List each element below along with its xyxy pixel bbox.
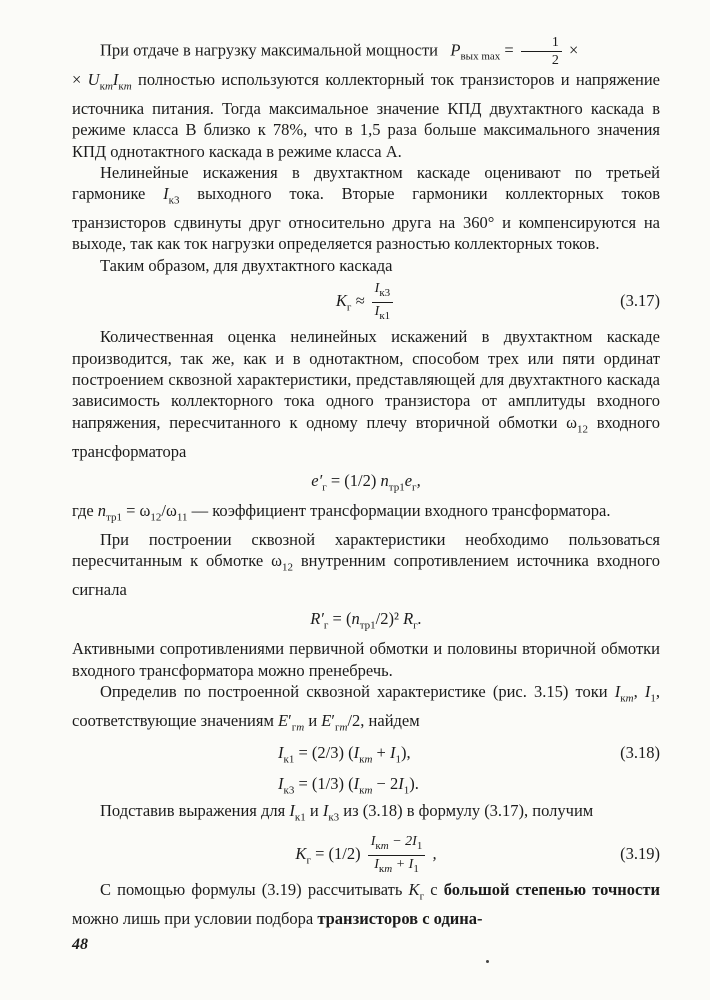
paragraph-6: При построении сквозной характеристики необходимо пользоваться пересчитанным к обмотке $\omega_{12}$ внутренним сопротивлением источника входного сигнала xyxy=(72,529,660,599)
equation-3-18a: $I_{к1} = (2/3) (I_{кm} + I_1)$, (3.18) xyxy=(72,738,660,768)
equation-number: (3.17) xyxy=(620,291,660,311)
equation-3-19: $K_г = (1/2)$ $\frac{I_{кm} - 2I_1}{I_{кm} + I_1}$ , (3.19) xyxy=(72,829,660,879)
equation-3-17: $K_г$ ≈ $\frac{I_{к3}}{I_{к1}}$ (3.17) xyxy=(72,276,660,326)
document-page xyxy=(72,34,660,929)
page-number: 48 xyxy=(72,936,88,953)
equation-number: (3.18) xyxy=(620,743,660,763)
equation-rg: $R'_г = (n_{тр1}/2)^2$ $R_г$. xyxy=(310,609,422,632)
scan-speck xyxy=(486,960,489,963)
paragraph-3: Таким образом, для двухтактного каскада xyxy=(100,255,393,275)
paragraph-2: Нелинейные искажения в двухтактном каскаде оценивают по третьей гармонике $I_{к3}$ выходного тока. Вторые гармоники коллекторных токов транзисторов сдвинуты друг относительно друга на 360° и компенсируются на выходе, так как ток нагрузки определяется разностью коллекторных токов. xyxy=(72,162,660,254)
paragraph-10: С помощью формулы (3.19) рассчитывать $K_г$ с большой степенью точности можно лишь при условии подбора транзисторов с одина- xyxy=(72,880,660,928)
paragraph-9: Подставив выражения для $I_{к1}$ и $I_{к3}$ из (3.18) в формулу (3.17), получим xyxy=(100,801,594,824)
paragraph-4: Количественная оценка нелинейных искажений в двухтактном каскаде производится, так же, как и в однотактном, способом трех или пяти ординат построением сквозной характеристики, представляющей для двухтактного каскада зависимость коллекторного тока одного транзистора от амплитуды входного напряжения, пересчитанного к одному плечу вторичной обмотки $\omega_{12}$ входного трансформатора xyxy=(72,327,660,461)
paragraph-7: Активными сопротивлениями первичной обмотки и половины вторичной обмотки входного трансформатора можно пренебречь. xyxy=(72,639,660,680)
paragraph-8: Определив по построенной сквозной характеристике (рис. 3.15) токи $I_{кm}$, $I_1$, соответствующие значениям $E'_{гm}$ и $E'_{гm}/2$, найдем xyxy=(72,682,661,734)
paragraph-5: где $n_{тр1} = \omega_{12}/\omega_{11}$ — коэффициент трансформации входного трансформатора. xyxy=(72,500,611,524)
paragraph-1: При отдаче в нагрузку максимальной мощности $P_{вых max}$ = $\frac{1}{2}$ × × $U_{кm}I_{кm}$ полностью используются коллекторный ток транзисторов и напряжение источника питания. Тогда максимальное значение КПД двухтактного каскада в режиме класса В близко к 78%, что в 1,5 раза больше максимального значения КПД однотактного каскада в режиме класса А. xyxy=(72,35,660,161)
equation-number: (3.19) xyxy=(620,844,660,864)
equation-3-18b: $I_{к3} = (1/3) (I_{кm} - 2I_1)$. xyxy=(278,774,419,797)
equation-eg: $e'_г = (1/2)$ $n_{тр1}e_г$, xyxy=(311,470,421,494)
